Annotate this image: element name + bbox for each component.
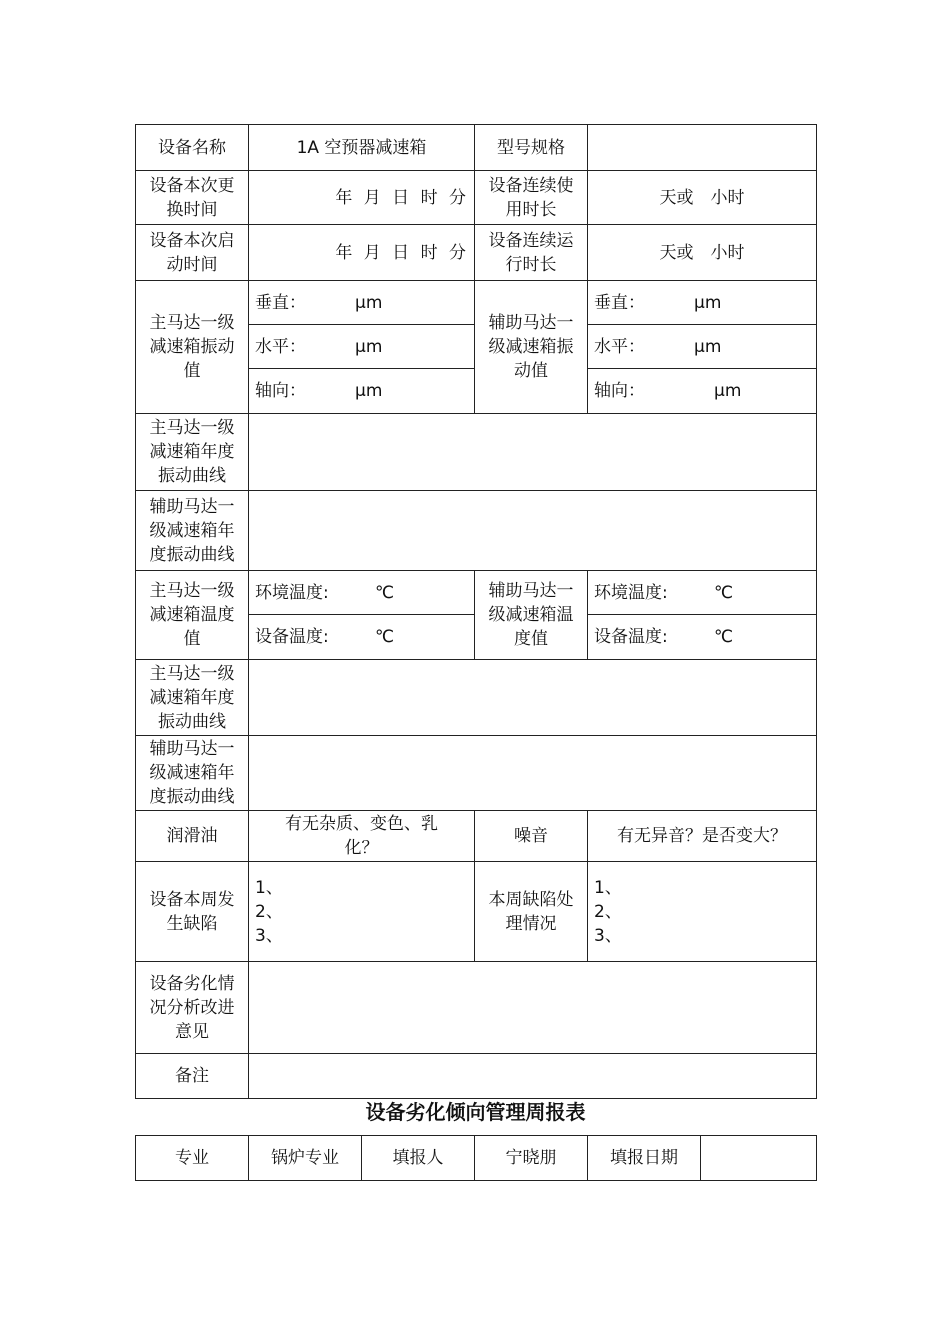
defect-item-1: 1、: [255, 877, 283, 898]
start-time-value: 年 月 日 时 分: [249, 225, 475, 281]
device-report-table: [135, 124, 817, 1099]
main-vib-curve-area: [249, 414, 817, 491]
main-temp-label: 主马达一级减速箱温度值: [136, 571, 249, 660]
main-axial-cell: [249, 369, 475, 414]
aux-temp-label: 辅助马达一级减速箱温度值: [475, 571, 588, 660]
device-name-value: 1A 空预器减速箱: [249, 125, 475, 171]
device-name-label: 设备名称: [136, 125, 249, 171]
aux-vib-curve-area: [249, 491, 817, 571]
remarks-label: 备注: [136, 1054, 249, 1099]
handling-label: 本周缺陷处理情况: [475, 862, 588, 962]
defects-label: 设备本周发生缺陷: [136, 862, 249, 962]
start-time-label: 设备本次启动时间: [136, 225, 249, 281]
remarks-area: [249, 1054, 817, 1099]
handling-list: [588, 862, 817, 962]
aux-vertical-unit: μm: [694, 292, 722, 313]
aux-ambient-label: 环境温度:: [594, 582, 668, 603]
replace-time-label: 设备本次更换时间: [136, 171, 249, 225]
aux-vib-curve2-area: [249, 736, 817, 811]
aux-device-temp-label: 设备温度:: [594, 627, 668, 647]
aux-horizontal-label: 水平：: [594, 336, 645, 357]
analysis-label: 设备劣化情况分析改进意见: [136, 962, 249, 1054]
lube-label: 润滑油: [136, 811, 249, 862]
handling-item-3: 3、: [594, 925, 622, 946]
noise-value: 有无异音？是否变大？: [588, 811, 817, 862]
model-label: 型号规格: [475, 125, 588, 171]
aux-device-temp-unit: ℃: [714, 627, 734, 647]
handling-item-1: 1、: [594, 877, 622, 898]
main-horizontal-label: 水平：: [255, 336, 306, 357]
main-vertical-cell: [249, 281, 475, 325]
aux-vib-curve-label: 辅助马达一级减速箱年度振动曲线: [136, 491, 249, 571]
aux-ambient-unit: ℃: [714, 582, 734, 603]
continuous-run-label: 设备连续运行时长: [475, 225, 588, 281]
main-device-temp-cell: [249, 615, 475, 660]
main-device-temp-label: 设备温度:: [255, 627, 329, 647]
reporter-label: 填报人: [362, 1136, 475, 1181]
noise-label: 噪音: [475, 811, 588, 862]
specialty-value: 锅炉专业: [249, 1136, 362, 1181]
report-date-label: 填报日期: [588, 1136, 701, 1181]
main-vertical-label: 垂直：: [255, 292, 306, 313]
continuous-run-value: 天或 小时: [588, 225, 817, 281]
main-axial-unit: μm: [355, 381, 383, 401]
main-ambient-label: 环境温度:: [255, 582, 329, 603]
main-vib-curve-label: 主马达一级减速箱年度振动曲线: [136, 414, 249, 491]
aux-vib-curve2-label: 辅助马达一级减速箱年度振动曲线: [136, 736, 249, 811]
main-ambient-unit: ℃: [375, 582, 395, 603]
aux-device-temp-cell: [588, 615, 817, 660]
defects-list: [249, 862, 475, 962]
aux-axial-label: 轴向：: [594, 381, 645, 401]
report-date-value: [701, 1136, 817, 1181]
defect-item-2: 2、: [255, 901, 283, 922]
report-info-table: [135, 1135, 817, 1181]
analysis-area: [249, 962, 817, 1054]
aux-ambient-cell: [588, 571, 817, 615]
main-horizontal-cell: [249, 325, 475, 369]
handling-item-2: 2、: [594, 901, 622, 922]
replace-time-value: 年 月 日 时 分: [249, 171, 475, 225]
aux-vib-label: 辅助马达一级减速箱振动值: [475, 281, 588, 414]
defect-item-3: 3、: [255, 925, 283, 946]
continuous-use-label: 设备连续使用时长: [475, 171, 588, 225]
main-horizontal-unit: μm: [355, 336, 383, 357]
main-vib-curve2-label: 主马达一级减速箱年度振动曲线: [136, 660, 249, 736]
main-device-temp-unit: ℃: [375, 627, 395, 647]
aux-axial-cell: [588, 369, 817, 414]
main-vib-curve2-area: [249, 660, 817, 736]
reporter-value: 宁晓朋: [475, 1136, 588, 1181]
specialty-label: 专业: [136, 1136, 249, 1181]
model-value: [588, 125, 817, 171]
main-ambient-cell: [249, 571, 475, 615]
aux-horizontal-unit: μm: [694, 336, 722, 357]
aux-vertical-label: 垂直：: [594, 292, 645, 313]
aux-vertical-cell: [588, 281, 817, 325]
main-vertical-unit: μm: [355, 292, 383, 313]
aux-horizontal-cell: [588, 325, 817, 369]
aux-axial-unit: μm: [714, 381, 742, 401]
continuous-use-value: 天或 小时: [588, 171, 817, 225]
main-vib-label: 主马达一级减速箱振动值: [136, 281, 249, 414]
main-axial-label: 轴向：: [255, 381, 306, 401]
document-title: 设备劣化倾向管理周报表: [365, 1100, 586, 1124]
lube-value: 有无杂质、变色、乳化？: [249, 811, 475, 862]
